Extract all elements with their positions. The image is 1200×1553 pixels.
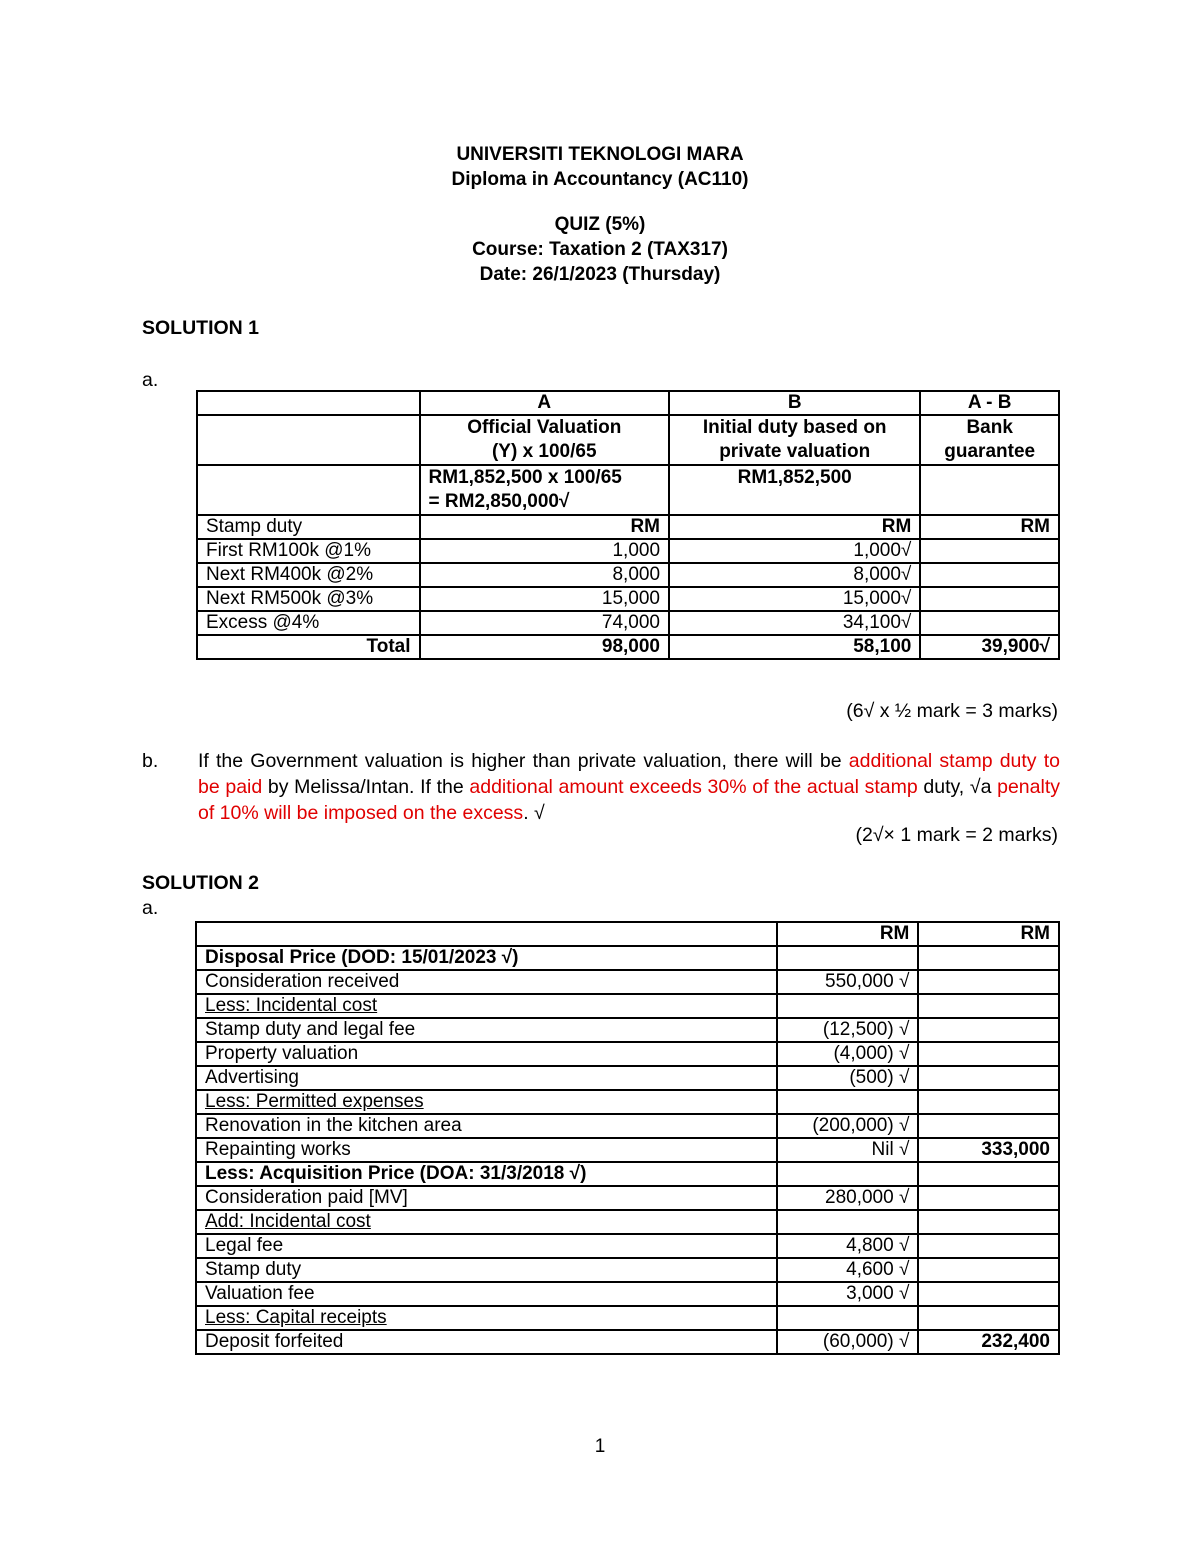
unit-cell: RM (920, 515, 1059, 539)
table-row (196, 994, 1059, 1018)
answer-highlight: additional stamp duty to be paid (198, 750, 1060, 798)
table-cell (777, 994, 919, 1018)
table-row (196, 1066, 1059, 1090)
table-row (196, 1162, 1059, 1186)
table-cell (918, 1282, 1059, 1306)
table-cell (777, 1090, 919, 1114)
subheading-cell (196, 1210, 777, 1234)
table-cell: First RM100k @1% (197, 539, 420, 563)
table-cell: 280,000 √ (777, 1186, 919, 1210)
table-cell (918, 1042, 1059, 1066)
column-letter: B (669, 391, 920, 415)
table-cell (920, 539, 1059, 563)
subheading-text: Less: Incidental cost (205, 995, 378, 1016)
table-cell (777, 1162, 919, 1186)
table-cell: Property valuation (196, 1042, 777, 1066)
part-b-marks: (2√× 1 mark = 2 marks) (855, 824, 1058, 846)
table-row (196, 1186, 1059, 1210)
answer-text: . √ (523, 802, 545, 824)
total-value: 98,000 (420, 635, 670, 659)
table-row (196, 1042, 1059, 1066)
table-cell: Next RM500k @3% (197, 587, 420, 611)
table-cell (918, 1234, 1059, 1258)
column-letter: A (420, 391, 670, 415)
cell-line: private valuation (719, 441, 871, 462)
column-letter: A - B (920, 391, 1059, 415)
cell-line: = RM2,850,000√ (428, 491, 570, 512)
table-cell: Stamp duty (196, 1258, 777, 1282)
table-cell: 74,000 (420, 611, 670, 635)
table-row (197, 587, 1059, 611)
capital-gain-table (195, 921, 1060, 1355)
course-name: Course: Taxation 2 (TAX317) (472, 239, 728, 260)
answer-highlight: additional amount exceeds 30% of the actual stamp (469, 776, 918, 798)
table-cell (197, 415, 420, 465)
table-cell (918, 1210, 1059, 1234)
valuation-calc (420, 465, 670, 515)
university-name: UNIVERSITI TEKNOLOGI MARA (456, 144, 744, 165)
unit-cell: RM (669, 515, 920, 539)
table-row (196, 1090, 1059, 1114)
cell-line: Bank (966, 417, 1013, 438)
table-cell (920, 587, 1059, 611)
table-cell (918, 1186, 1059, 1210)
table-row (196, 946, 1059, 970)
table-cell (918, 1066, 1059, 1090)
table-cell: Consideration paid [MV] (196, 1186, 777, 1210)
subheading-cell (196, 1090, 777, 1114)
document-header (0, 142, 1200, 287)
table-cell (777, 1306, 919, 1330)
subheading-text: Less: Permitted expenses (205, 1091, 424, 1112)
table-cell (918, 1306, 1059, 1330)
table-cell: Next RM400k @2% (197, 563, 420, 587)
table-cell (918, 1258, 1059, 1282)
solution-2-part-a-label: a. (142, 897, 159, 919)
answer-text: duty, √a (917, 776, 998, 798)
table-cell: (4,000) √ (777, 1042, 919, 1066)
table-cell (918, 994, 1059, 1018)
table-row (197, 563, 1059, 587)
subtotal-value: 232,400 (918, 1330, 1059, 1354)
table-cell: (200,000) √ (777, 1114, 919, 1138)
column-description (669, 415, 920, 465)
quiz-date: Date: 26/1/2023 (Thursday) (479, 264, 721, 285)
subheading-cell (196, 1306, 777, 1330)
table-cell (196, 922, 777, 946)
table-row (196, 1210, 1059, 1234)
programme-name: Diploma in Accountancy (AC110) (451, 169, 749, 190)
table-row (196, 1282, 1059, 1306)
column-description (920, 415, 1059, 465)
table-row (196, 1330, 1059, 1354)
table-cell: 3,000 √ (777, 1282, 919, 1306)
part-b-answer (198, 748, 1060, 826)
subheading-text: Add: Incidental cost (205, 1211, 371, 1232)
part-a-marks: (6√ x ½ mark = 3 marks) (846, 700, 1058, 722)
subheading-cell (196, 994, 777, 1018)
total-value: 58,100 (669, 635, 920, 659)
table-cell: (60,000) √ (777, 1330, 919, 1354)
table-row (196, 1138, 1059, 1162)
cell-line: RM1,852,500 (737, 467, 852, 488)
table-cell: 34,100√ (669, 611, 920, 635)
table-cell: 1,000√ (669, 539, 920, 563)
stamp-duty-table (196, 390, 1060, 660)
column-description (420, 415, 670, 465)
table-cell (777, 1210, 919, 1234)
table-cell (920, 611, 1059, 635)
table-row (197, 515, 1059, 539)
table-row (196, 970, 1059, 994)
table-cell: Valuation fee (196, 1282, 777, 1306)
table-cell: 8,000 (420, 563, 670, 587)
answer-highlight: penalty of 10% will be imposed on the excess (198, 776, 1060, 824)
table-row (197, 611, 1059, 635)
table-cell: Repainting works (196, 1138, 777, 1162)
table-header-row (196, 922, 1059, 946)
solution-2-title: SOLUTION 2 (142, 872, 260, 894)
private-valuation (669, 465, 920, 515)
section-heading: Disposal Price (DOD: 15/01/2023 √) (196, 946, 777, 970)
table-cell: Consideration received (196, 970, 777, 994)
solution-1-part-a-label: a. (142, 369, 159, 391)
table-cell: (500) √ (777, 1066, 919, 1090)
table-cell: Excess @4% (197, 611, 420, 635)
subtotal-value: 333,000 (918, 1138, 1059, 1162)
total-value: 39,900√ (920, 635, 1059, 659)
table-cell: (12,500) √ (777, 1018, 919, 1042)
table-row (197, 391, 1059, 415)
table-row (196, 1258, 1059, 1282)
cell-line: guarantee (944, 441, 1036, 462)
table-cell: Advertising (196, 1066, 777, 1090)
table-cell: 4,600 √ (777, 1258, 919, 1282)
total-row (197, 635, 1059, 659)
table-cell (918, 946, 1059, 970)
table-cell: 8,000√ (669, 563, 920, 587)
table-cell (777, 946, 919, 970)
table-cell (918, 1162, 1059, 1186)
table-cell (918, 970, 1059, 994)
table-cell: 1,000 (420, 539, 670, 563)
table-cell (918, 1090, 1059, 1114)
table-cell: 550,000 √ (777, 970, 919, 994)
table-cell: Legal fee (196, 1234, 777, 1258)
table-cell: Deposit forfeited (196, 1330, 777, 1354)
unit-cell: RM (777, 922, 919, 946)
cell-line: RM1,852,500 x 100/65 (428, 467, 622, 488)
table-cell (920, 563, 1059, 587)
table-cell: Stamp duty (197, 515, 420, 539)
cell-line: Official Valuation (467, 417, 622, 438)
table-row (196, 1018, 1059, 1042)
table-cell: 15,000 (420, 587, 670, 611)
table-cell (197, 465, 420, 515)
table-cell (918, 1018, 1059, 1042)
cell-line: Initial duty based on (702, 417, 887, 438)
table-row (197, 415, 1059, 465)
cell-line: (Y) x 100/65 (491, 441, 597, 462)
table-cell (918, 1114, 1059, 1138)
table-row (196, 1114, 1059, 1138)
solution-1-title: SOLUTION 1 (142, 317, 260, 339)
table-cell: Renovation in the kitchen area (196, 1114, 777, 1138)
total-label: Total (197, 635, 420, 659)
table-row (196, 1306, 1059, 1330)
table-cell: Nil √ (777, 1138, 919, 1162)
table-row (197, 539, 1059, 563)
section-heading: Less: Acquisition Price (DOA: 31/3/2018 √) (196, 1162, 777, 1186)
table-row (197, 465, 1059, 515)
table-cell: 4,800 √ (777, 1234, 919, 1258)
page-number: 1 (594, 1436, 606, 1457)
table-cell (920, 465, 1059, 515)
table-row (196, 1234, 1059, 1258)
quiz-title: QUIZ (5%) (554, 214, 646, 235)
subheading-text: Less: Capital receipts (205, 1307, 387, 1328)
unit-cell: RM (918, 922, 1059, 946)
table-cell: Stamp duty and legal fee (196, 1018, 777, 1042)
answer-text: by Melissa/Intan. If the (262, 776, 470, 798)
solution-1-part-b-label: b. (142, 750, 159, 772)
table-cell: 15,000√ (669, 587, 920, 611)
table-cell (197, 391, 420, 415)
unit-cell: RM (420, 515, 670, 539)
answer-text: If the Government valuation is higher than private valuation, there will be (198, 750, 849, 772)
